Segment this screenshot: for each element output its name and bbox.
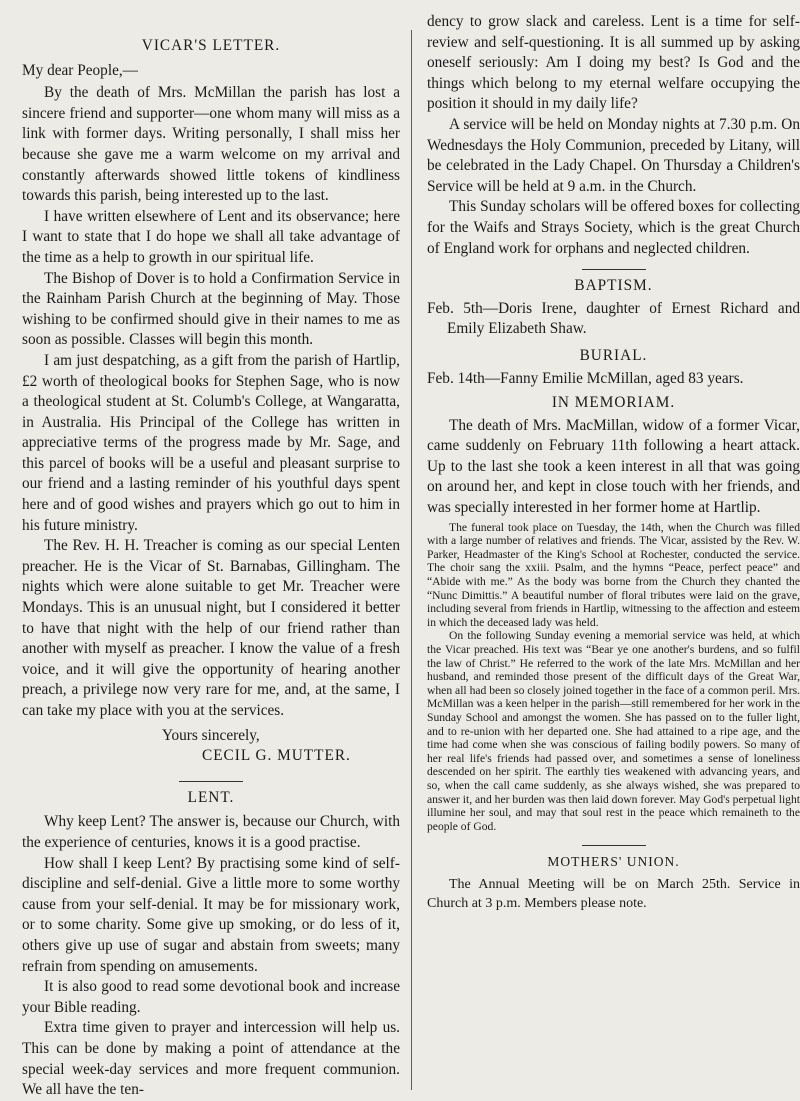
lent-paragraph: Extra time given to prayer and intercession will help us. This can be done by making a point of attendance at the special week-day services and more frequent communion. We all have the ten- [22, 1019, 400, 1099]
burial-heading: BURIAL. [579, 346, 648, 364]
vicars-letter-heading: VICAR'S LETTER. [141, 37, 281, 54]
right-column [414, 0, 800, 1100]
mothers-union-heading: MOTHERS' UNION. [547, 854, 680, 870]
lent-heading: LENT. [187, 788, 235, 806]
letter-signature: CECIL G. MUTTER. [202, 747, 351, 765]
column-divider [411, 30, 412, 1090]
memoriam-lead: The death of Mrs. MacMillan, widow of a former Vicar, came suddenly on February 11th following a heart attack. Up to the last she took a keen interest in all that was going on around her, and kept in close touch with her friends, and was specially interested in her former home at Hartlip. [427, 416, 800, 517]
lent-paragraph: Why keep Lent? The answer is, because our Church, with the experience of centuries, knows it is a good practise. [22, 813, 400, 851]
lent-continued-paragraph: This Sunday scholars will be offered boxes for collecting for the Waifs and Strays Society, which is the great Church of England work for orphans and neglected children. [427, 198, 800, 257]
lent-paragraph: It is also good to read some devotional book and increase your Bible reading. [22, 978, 400, 1016]
letter-paragraph: The Bishop of Dover is to hold a Confirmation Service in the Rainham Parish Church at the beginning of May. Those wishing to be confirmed should give in their names to me as soon as possible. Classes will begin this month. [22, 269, 400, 349]
section-divider [179, 781, 243, 782]
mothers-union-text: The Annual Meeting will be on March 25th. Service in Church at 3 p.m. Members please note. [427, 876, 800, 911]
baptism-heading: BAPTISM. [574, 277, 653, 295]
memoriam-paragraph: On the following Sunday evening a memorial service was held, at which the Vicar preached. His text was “Bear ye one another's burdens, and so fulfil the law of Christ.” He referred to the work of the late Mrs. McMillan and her husband, and reminded those present of the difficult days of the Great War, when all had been so closely joined together in the face of a common peril. Mrs. McMillan was a keen helper in the parish—still remembered for her work in the Sunday School and amongst the women. She has passed on to the fuller light, and to re-union with her departed one. She had attained to a ripe age, and the time had come when she was conscious of failing bodily powers. So many of her real life's friends had passed over, and sometimes a sense of loneliness descended on her spirit. The earthly ties weakened with advancing years, and so, when the call came suddenly, as she always wished, she was prepared to answer it, and her burden was then laid down forever. May God's perpetual light illumine her soul, and may that soul rest in the peace which remaineth to the people of God. [427, 629, 800, 833]
lent-continued-paragraph: A service will be held on Monday nights at 7.30 p.m. On Wednesdays the Holy Communion, preceded by Litany, will be celebrated in the Lady Chapel. On Thursday a Children's Service will be held at 9 a.m. in the Church. [427, 115, 800, 195]
in-memoriam-heading: IN MEMORIAM. [551, 394, 676, 412]
burial-entry: Feb. 14th—Fanny Emilie McMillan, aged 83 years. [427, 369, 744, 387]
letter-paragraph: I have written elsewhere of Lent and its observance; here I want to state that I do hope we shall all take advantage of the time as a help to growth in our spiritual life. [22, 207, 400, 266]
letter-paragraph: The Rev. H. H. Treacher is coming as our special Lenten preacher. He is the Vicar of St. Barnabas, Gillingham. The nights which were alone suitable to get Mr. Treacher were Mondays. This is an unusual night, but I considered it better to have that night with the help of our friend rather than another with myself as preacher. I know the value of a fresh voice, and it will give the opportunity of hearing another preach, a privilege now very rare for me, and, at the same, I can take my place with you at the services. [22, 537, 400, 719]
letter-paragraph: I am just despatching, as a gift from the parish of Hartlip, £2 worth of theological books for Stephen Sage, who is now a theological student at St. Columb's College, at Wangaratta, in Australia. His Principal of the College has written in appreciative terms of the progress made by Mr. Sage, and this parcel of books will be a useful and pleasant surprise to our friend and a lasting reminder of his youthful days spent here and of good wishes and prayers which go out to him in his future ministry. [22, 351, 400, 534]
section-divider [582, 845, 646, 846]
lent-paragraph: How shall I keep Lent? By practising some kind of self-discipline and self-denial. Give a little more to some worthy cause from your self-denial. It may be for missionary work, or to some charity. Some give up smoking, or do less of it, others give up use of sugar and abstain from sweets; many refrain from spending on amusements. [22, 854, 400, 975]
memoriam-paragraph: The funeral took place on Tuesday, the 14th, when the Church was filled with a large number of relatives and friends. The Vicar, assisted by the Rev. W. Parker, Headmaster of the King's School at Rochester, conducted the service. The choir sang the xxiii. Psalm, and the hymns “Peace, perfect peace” and “Abide with me.” As the body was borne from the Church they chanted the “Nunc Dimittis.” A beautiful number of floral tributes were laid on the grave, including several from friends in Hartlip, witnessing to the affection and esteem in which the deceased lady was held. [427, 520, 800, 629]
letter-paragraph: By the death of Mrs. McMillan the parish has lost a sincere friend and supporter—one whom many will miss as a link with former days. Writing personally, I shall miss her because she gave me a warm welcome on my arrival and constantly afterwards showed little tokens of kindliness towards this parish, being interested up to the last. [22, 84, 400, 205]
letter-signoff: Yours sincerely, [162, 726, 260, 744]
lent-continued-paragraph: dency to grow slack and careless. Lent is a time for self-review and self-questioning. It is all summed up by asking oneself seriously: Am I doing my best? Is God and the things which belong to my eternal welfare occupying the position it should in my daily life? [427, 13, 800, 113]
baptism-entry: Feb. 5th—Doris Irene, daughter of Ernest Richard and Emily Elizabeth Shaw. [427, 299, 800, 338]
section-divider [582, 269, 646, 270]
letter-salutation: My dear People,— [22, 61, 138, 79]
